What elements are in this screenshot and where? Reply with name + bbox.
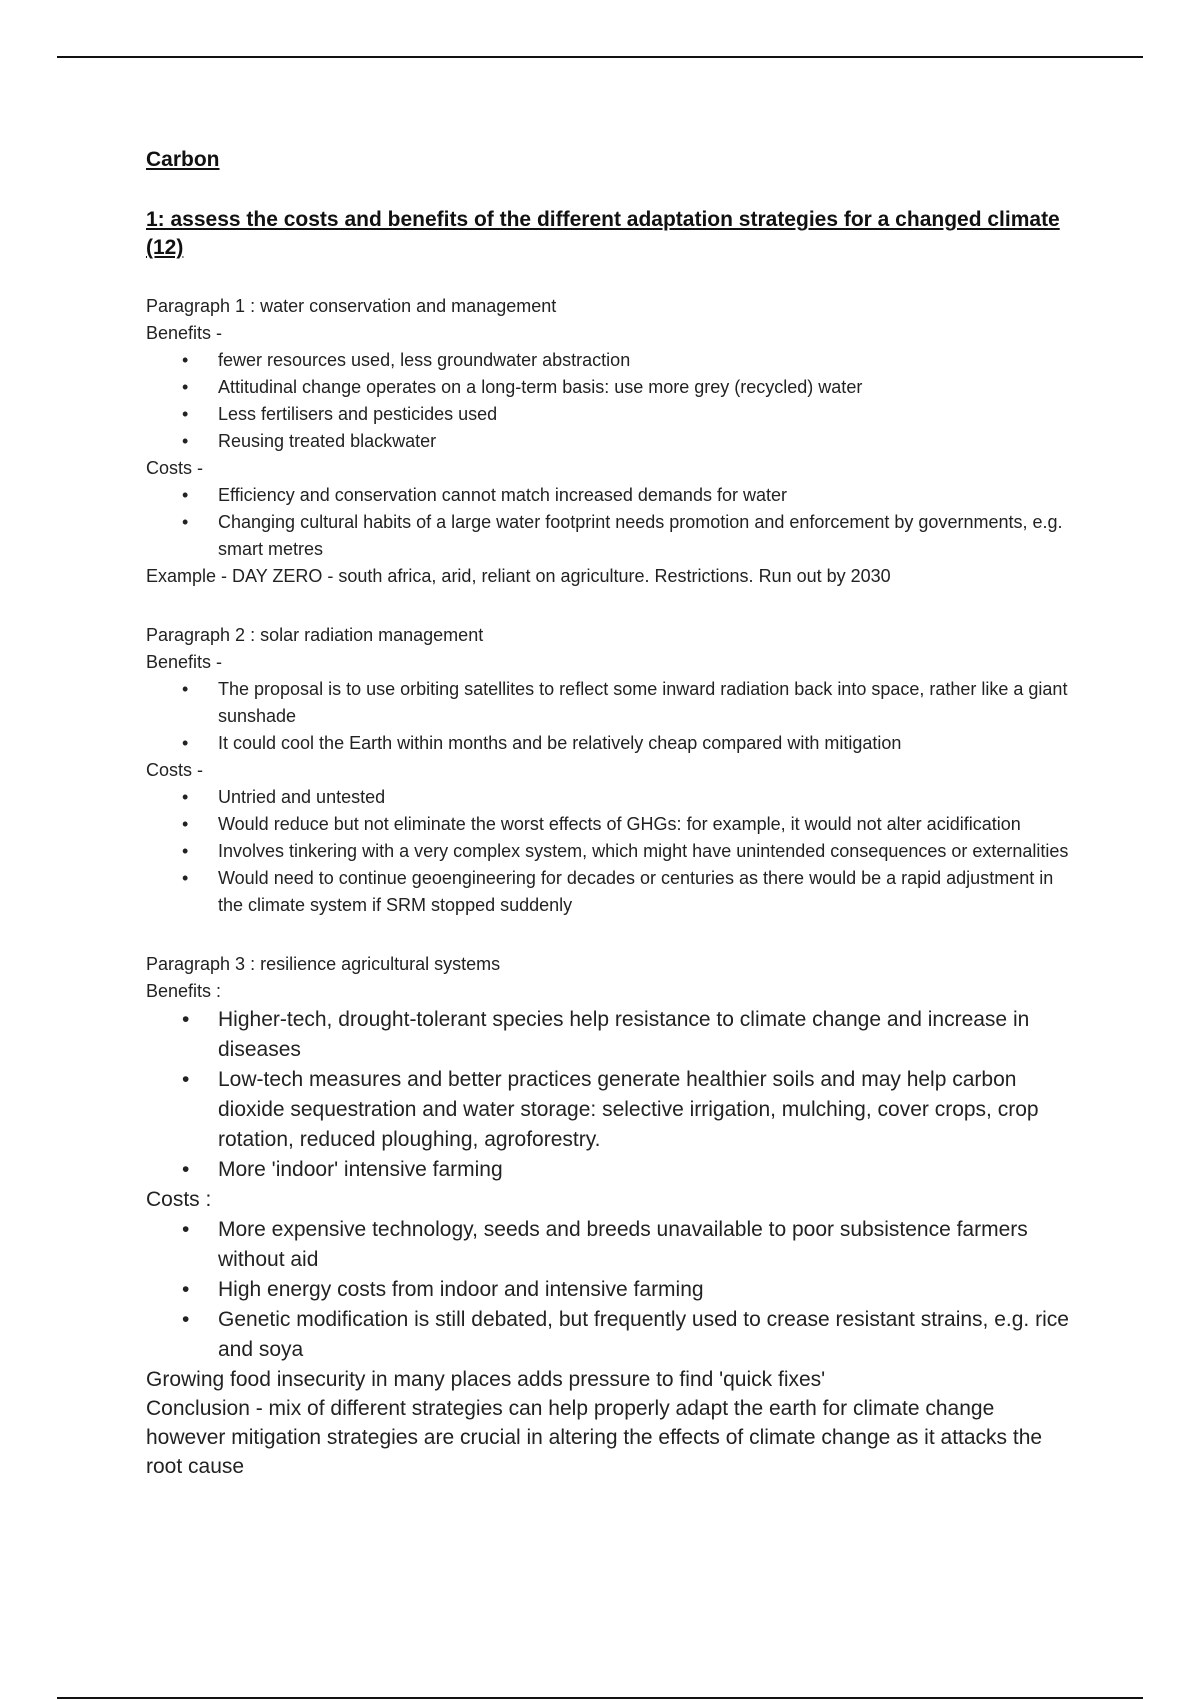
list-item-text: Untried and untested — [218, 787, 386, 807]
bullet-icon: • — [182, 868, 189, 888]
bullet-icon: • — [182, 1008, 190, 1031]
costs-label: Costs - — [146, 760, 204, 780]
list-item-text: Would reduce but not eliminate the worst effects of GHGs: for example, it would not alter acidification — [218, 814, 1021, 834]
bullet-icon: • — [182, 787, 189, 807]
list-item-text: Less fertilisers and pesticides used — [218, 404, 498, 424]
bullet-icon: • — [182, 485, 189, 505]
list-item — [146, 482, 1071, 509]
list-item — [146, 676, 1071, 730]
paragraph-3 — [146, 951, 1071, 1481]
paragraph-heading: Paragraph 3 : resilience agricultural systems — [146, 954, 501, 974]
benefits-label: Benefits - — [146, 652, 223, 672]
list-item-text: Higher-tech, drought-tolerant species help resistance to climate change and increase in diseases — [218, 1008, 1030, 1061]
list-item — [146, 347, 1071, 374]
list-item — [146, 865, 1071, 919]
bullet-icon: • — [182, 733, 189, 753]
bullet-icon: • — [182, 431, 189, 451]
list-item — [146, 730, 1071, 757]
list-item-text: Genetic modification is still debated, but frequently used to crease resistant strains, e.g. rice and soya — [218, 1308, 1069, 1361]
bottom-rule — [57, 1697, 1143, 1699]
list-item-text: It could cool the Earth within months and be relatively cheap compared with mitigation — [218, 733, 902, 753]
bullet-icon: • — [182, 841, 189, 861]
list-item — [146, 401, 1071, 428]
list-item — [146, 784, 1071, 811]
list-item — [146, 374, 1071, 401]
list-item — [146, 1065, 1071, 1155]
list-item-text: More expensive technology, seeds and breeds unavailable to poor subsistence farmers without aid — [218, 1218, 1028, 1271]
benefits-block — [146, 1005, 1071, 1365]
benefits-list — [146, 676, 1071, 757]
list-item — [146, 1215, 1071, 1275]
paragraph-2 — [146, 622, 1071, 919]
bullet-icon: • — [182, 1068, 190, 1091]
top-rule — [57, 56, 1143, 58]
bullet-icon: • — [182, 1158, 190, 1181]
list-item-text: Reusing treated blackwater — [218, 431, 437, 451]
list-item — [146, 1275, 1071, 1305]
closing-line: Growing food insecurity in many places adds pressure to find 'quick fixes' — [146, 1368, 826, 1391]
bullet-icon: • — [182, 512, 189, 532]
example-line: Example - DAY ZERO - south africa, arid, reliant on agriculture. Restrictions. Run out by 2030 — [146, 566, 891, 586]
list-item — [146, 509, 1071, 563]
list-item — [146, 1005, 1071, 1065]
conclusion-line: Conclusion - mix of different strategies can help properly adapt the earth for climate change however mitigation strategies are crucial in altering the effects of climate change as it attacks the root cause — [146, 1397, 1043, 1478]
bullet-icon: • — [182, 350, 189, 370]
bullet-icon: • — [182, 377, 189, 397]
costs-list — [146, 1215, 1071, 1365]
bullet-icon: • — [182, 679, 189, 699]
bullet-icon: • — [182, 1278, 190, 1301]
benefits-label: Benefits - — [146, 323, 223, 343]
costs-label: Costs : — [146, 1188, 212, 1211]
list-item — [146, 1155, 1071, 1185]
bullet-icon: • — [182, 1308, 190, 1331]
bullet-icon: • — [182, 814, 189, 834]
list-item-text: More 'indoor' intensive farming — [218, 1158, 503, 1181]
list-item-text: High energy costs from indoor and intensive farming — [218, 1278, 704, 1301]
costs-label: Costs - — [146, 458, 204, 478]
paragraph-1 — [146, 293, 1071, 590]
document-body — [146, 146, 1071, 1481]
benefits-label: Benefits : — [146, 981, 222, 1001]
closing-block — [146, 1365, 1071, 1481]
benefits-list — [146, 1005, 1071, 1185]
bullet-icon: • — [182, 404, 189, 424]
benefits-list — [146, 347, 1071, 455]
document-title: Carbon — [146, 148, 220, 171]
list-item — [146, 1305, 1071, 1365]
list-item-text: Would need to continue geoengineering for decades or centuries as there would be a rapid adjustment in the climate system if SRM stopped suddenly — [218, 868, 1054, 915]
bullet-icon: • — [182, 1218, 190, 1241]
list-item-text: fewer resources used, less groundwater abstraction — [218, 350, 631, 370]
list-item — [146, 811, 1071, 838]
paragraph-heading: Paragraph 1 : water conservation and management — [146, 296, 557, 316]
list-item — [146, 428, 1071, 455]
paragraph-heading: Paragraph 2 : solar radiation management — [146, 625, 484, 645]
costs-list — [146, 784, 1071, 919]
list-item-text: Attitudinal change operates on a long-term basis: use more grey (recycled) water — [218, 377, 863, 397]
list-item-text: Involves tinkering with a very complex system, which might have unintended consequences or externalities — [218, 841, 1069, 861]
list-item-text: Efficiency and conservation cannot match increased demands for water — [218, 485, 787, 505]
list-item — [146, 838, 1071, 865]
list-item-text: The proposal is to use orbiting satellites to reflect some inward radiation back into space, rather like a giant sunshade — [218, 679, 1068, 726]
list-item-text: Changing cultural habits of a large water footprint needs promotion and enforcement by governments, e.g. smart metres — [218, 512, 1063, 559]
list-item-text: Low-tech measures and better practices generate healthier soils and may help carbon dioxide sequestration and water storage: selective irrigation, mulching, cover crops, crop rotation, reduced ploughing, agroforestry. — [218, 1068, 1039, 1151]
essay-question: 1: assess the costs and benefits of the different adaptation strategies for a changed climate (12) — [146, 208, 1060, 259]
costs-list — [146, 482, 1071, 563]
